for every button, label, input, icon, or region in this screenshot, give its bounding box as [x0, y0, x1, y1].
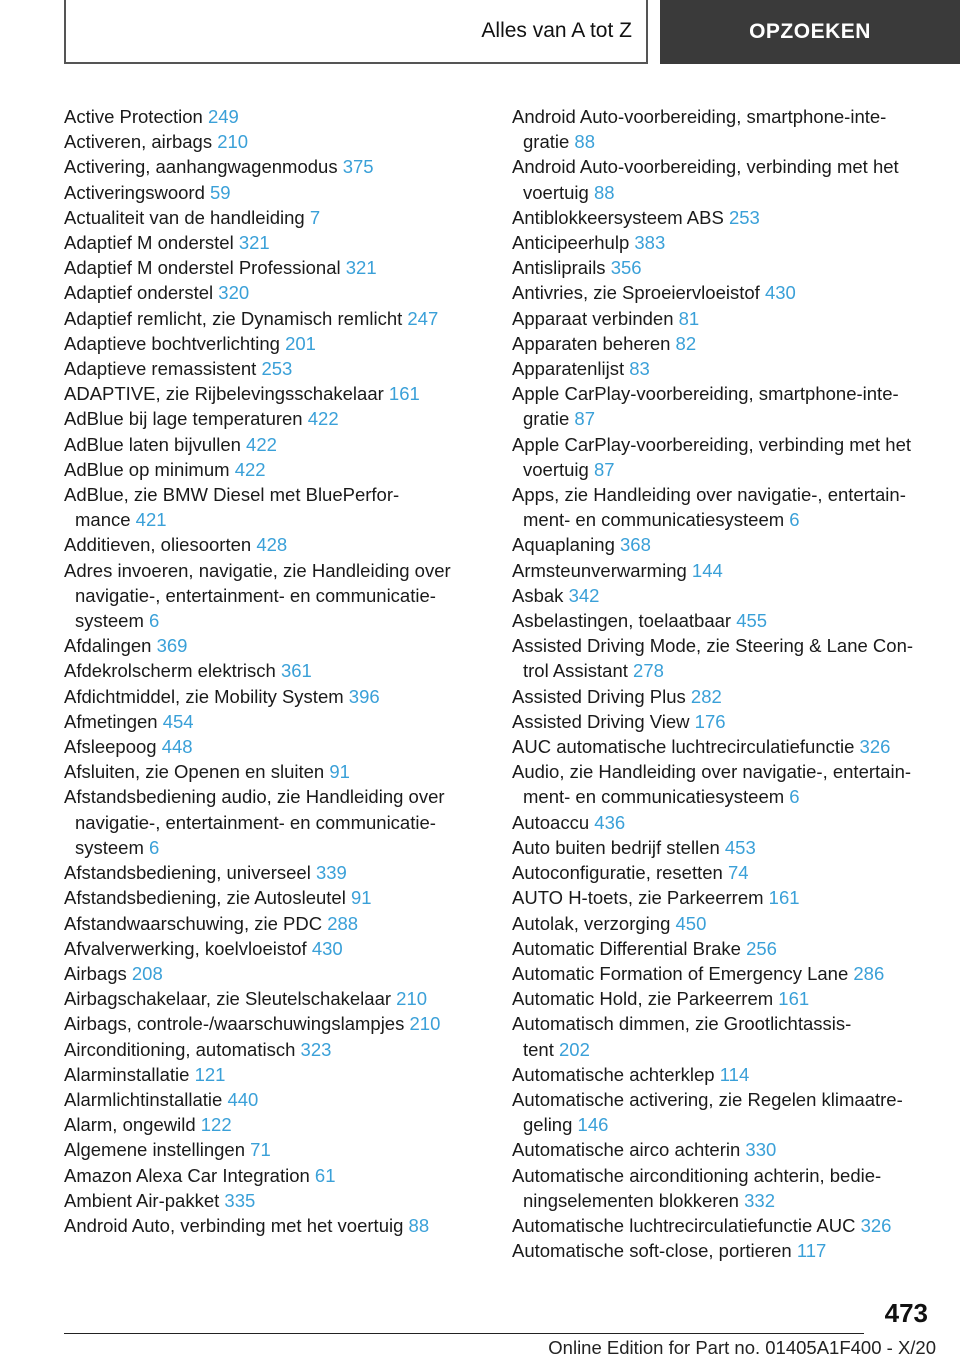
- page-reference-link[interactable]: 396: [348, 685, 380, 707]
- index-term: Automatic Hold, zie Parkeerrem: [512, 988, 774, 1010]
- page-reference-link[interactable]: 383: [634, 232, 666, 254]
- index-term: Ambient Air-pakket: [64, 1189, 220, 1211]
- page-reference-link[interactable]: 253: [728, 206, 760, 228]
- index-entry: [512, 532, 952, 557]
- page-reference-link[interactable]: 117: [796, 1240, 827, 1262]
- page-reference-link[interactable]: 88: [408, 1214, 430, 1236]
- index-term: Adaptieve remassistent: [64, 358, 257, 380]
- index-entry: [64, 129, 484, 154]
- index-term: gratie: [523, 408, 570, 430]
- page-reference-link[interactable]: 247: [407, 307, 439, 329]
- page-reference-link[interactable]: 321: [238, 232, 270, 254]
- page-reference-link[interactable]: 210: [396, 988, 428, 1010]
- index-entry: [64, 961, 484, 986]
- index-term: systeem: [75, 610, 144, 632]
- page-reference-link[interactable]: 122: [200, 1114, 232, 1136]
- index-term: navigatie-, entertainment- en communicatie-: [75, 811, 436, 833]
- index-entry: [512, 1011, 952, 1061]
- index-term: Adaptief M onderstel: [64, 232, 234, 254]
- index-term: Afstandsbediening audio, zie Handleiding over: [64, 786, 445, 808]
- index-term: Automatische luchtrecirculatiefunctie AUC: [512, 1214, 856, 1236]
- index-entry: [64, 885, 484, 910]
- page-reference-link[interactable]: 74: [727, 862, 749, 884]
- page-reference-link[interactable]: 332: [744, 1189, 775, 1211]
- page-reference-link[interactable]: 421: [135, 509, 167, 531]
- page-reference-link[interactable]: 161: [768, 887, 800, 909]
- index-entry: [64, 936, 484, 961]
- page-reference-link[interactable]: 375: [342, 156, 374, 178]
- index-term: Android Auto, verbinding met het voertuig: [64, 1214, 404, 1236]
- index-term: Automatische activering, zie Regelen klimaatre-: [512, 1088, 903, 1110]
- page-reference-link[interactable]: 335: [224, 1189, 256, 1211]
- page-reference-link[interactable]: 430: [764, 282, 796, 304]
- index-entry: [64, 1163, 484, 1188]
- page-reference-link[interactable]: 361: [280, 660, 312, 682]
- page-reference-link[interactable]: 202: [559, 1038, 590, 1060]
- index-entry: [64, 1062, 484, 1087]
- page-reference-link[interactable]: 146: [577, 1114, 609, 1136]
- index-term: Automatische airconditioning achterin, bedie-: [512, 1164, 882, 1186]
- index-entry: [512, 684, 952, 709]
- page-reference-link[interactable]: 453: [724, 836, 756, 858]
- index-term: AdBlue bij lage temperaturen: [64, 408, 303, 430]
- page-reference-link[interactable]: 6: [789, 786, 800, 808]
- index-entry: [64, 406, 484, 431]
- index-term: Assisted Driving Mode, zie Steering & Lane Con-: [512, 635, 914, 657]
- page-reference-link[interactable]: 176: [694, 710, 726, 732]
- index-entry: [64, 784, 484, 860]
- page-reference-link[interactable]: 114: [719, 1063, 750, 1085]
- index-entry: [64, 759, 484, 784]
- page-reference-link[interactable]: 88: [574, 131, 595, 153]
- index-term: Assisted Driving Plus: [512, 685, 686, 707]
- index-entry: [64, 306, 484, 331]
- index-entry: [512, 936, 952, 961]
- index-entry: [512, 1137, 952, 1162]
- index-term: Automatic Formation of Emergency Lane: [512, 962, 849, 984]
- index-entry: [64, 986, 484, 1011]
- page-reference-link[interactable]: 81: [678, 307, 700, 329]
- page-reference-link[interactable]: 323: [300, 1038, 332, 1060]
- page-reference-link[interactable]: 321: [345, 257, 377, 279]
- index-entry: [64, 1213, 484, 1238]
- page-reference-link[interactable]: 210: [409, 1013, 441, 1035]
- page-reference-link[interactable]: 422: [307, 408, 339, 430]
- page-reference-link[interactable]: 455: [736, 610, 768, 632]
- index-entry: [64, 860, 484, 885]
- index-term: gratie: [523, 131, 570, 153]
- index-term: Afstandsbediening, universeel: [64, 862, 311, 884]
- index-term: Autolak, verzorging: [512, 912, 671, 934]
- index-term: ningselementen blokkeren: [523, 1189, 739, 1211]
- index-term: Android Auto-voorbereiding, verbinding met het: [512, 156, 899, 178]
- index-entry: [512, 759, 952, 809]
- index-term: Afstandsbediening, zie Autosleutel: [64, 887, 346, 909]
- index-term: Apparatenlijst: [512, 358, 625, 380]
- index-term: AUTO H-toets, zie Parkeerrem: [512, 887, 764, 909]
- index-term: AdBlue op minimum: [64, 458, 230, 480]
- page-reference-link[interactable]: 7: [309, 206, 321, 228]
- index-term: Apparaten beheren: [512, 332, 671, 354]
- page-reference-link[interactable]: 6: [149, 610, 160, 632]
- index-entry: [512, 961, 952, 986]
- tab-label: OPZOEKEN: [749, 20, 871, 43]
- page-reference-link[interactable]: 288: [327, 912, 359, 934]
- index-entry: [512, 709, 952, 734]
- index-term: Airconditioning, automatisch: [64, 1038, 296, 1060]
- page-reference-link[interactable]: 82: [675, 332, 697, 354]
- index-term: Additieven, oliesoorten: [64, 534, 252, 556]
- page-reference-link[interactable]: 326: [859, 736, 891, 758]
- index-entry: [64, 709, 484, 734]
- index-entry: [64, 532, 484, 557]
- index-entry: [64, 911, 484, 936]
- index-term: navigatie-, entertainment- en communicatie-: [75, 584, 436, 606]
- index-entry: [512, 306, 952, 331]
- page-reference-link[interactable]: 91: [329, 761, 350, 783]
- index-term: Airbags: [64, 962, 127, 984]
- index-entry: [512, 1238, 952, 1263]
- page-reference-link[interactable]: 144: [691, 559, 723, 581]
- page-reference-link[interactable]: 6: [149, 836, 160, 858]
- index-entry: [64, 356, 484, 381]
- index-entry: [512, 558, 952, 583]
- index-term: Antisliprails: [512, 257, 606, 279]
- index-term: Autoconfiguratie, resetten: [512, 862, 723, 884]
- index-entry: [512, 381, 952, 431]
- index-term: Apple CarPlay-voorbereiding, smartphone-inte-: [512, 383, 899, 405]
- index-entry: [512, 104, 952, 154]
- page-reference-link[interactable]: 356: [610, 257, 642, 279]
- index-term: ment- en communicatiesysteem: [523, 786, 785, 808]
- page-reference-link[interactable]: 339: [315, 862, 347, 884]
- page-reference-link[interactable]: 61: [314, 1164, 336, 1186]
- index-term: Aquaplaning: [512, 534, 615, 556]
- index-entry: [64, 1137, 484, 1162]
- page-reference-link[interactable]: 342: [568, 584, 600, 606]
- index-entry: [512, 230, 952, 255]
- index-term: trol Assistant: [523, 660, 628, 682]
- index-term: geling: [523, 1114, 573, 1136]
- index-term: Afdalingen: [64, 635, 152, 657]
- index-term: Alarm, ongewild: [64, 1114, 196, 1136]
- index-entry: [64, 180, 484, 205]
- page-reference-link[interactable]: 83: [629, 358, 650, 380]
- index-entry: [512, 255, 952, 280]
- page-reference-link[interactable]: 210: [217, 131, 249, 153]
- index-term: Apparaat verbinden: [512, 307, 674, 329]
- index-entry: [512, 205, 952, 230]
- page-reference-link[interactable]: 320: [218, 282, 250, 304]
- index-term: Activeren, airbags: [64, 131, 213, 153]
- index-term: Active Protection: [64, 106, 203, 127]
- page-reference-link[interactable]: 286: [853, 962, 885, 984]
- index-term: Amazon Alexa Car Integration: [64, 1164, 310, 1186]
- index-term: Afmetingen: [64, 710, 158, 732]
- index-term: systeem: [75, 836, 144, 858]
- page-reference-link[interactable]: 448: [161, 736, 193, 758]
- page-reference-link[interactable]: 422: [246, 433, 277, 455]
- page-reference-link[interactable]: 161: [388, 383, 420, 405]
- page-reference-link[interactable]: 87: [593, 458, 615, 480]
- index-entry: [512, 154, 952, 204]
- index-entry: [64, 104, 484, 129]
- page-reference-link[interactable]: 454: [162, 710, 194, 732]
- index-entry: [64, 280, 484, 305]
- index-term: AdBlue, zie BMW Diesel met BluePerfor-: [64, 484, 400, 506]
- page-reference-link[interactable]: 330: [745, 1139, 777, 1161]
- index-column-right: [512, 104, 952, 1263]
- index-entry: [512, 432, 952, 482]
- index-entry: [512, 1163, 952, 1213]
- index-entry: [64, 381, 484, 406]
- page-number: 473: [884, 1298, 928, 1328]
- index-term: Automatische achterklep: [512, 1063, 715, 1085]
- index-column-left: [64, 104, 484, 1238]
- page-reference-link[interactable]: 428: [256, 534, 288, 556]
- page-reference-link[interactable]: 278: [633, 660, 664, 682]
- page-reference-link[interactable]: 368: [620, 534, 651, 556]
- index-term: Antiblokkeersysteem ABS: [512, 206, 724, 228]
- index-term: Armsteunverwarming: [512, 559, 687, 581]
- index-entry: [512, 633, 952, 683]
- index-entry: [512, 986, 952, 1011]
- index-term: AdBlue laten bijvullen: [64, 433, 241, 455]
- index-term: Afdekrolscherm elektrisch: [64, 660, 276, 682]
- index-entry: [64, 1087, 484, 1112]
- index-term: Adaptief onderstel: [64, 282, 214, 304]
- index-entry: [64, 1112, 484, 1137]
- index-entry: [64, 1037, 484, 1062]
- index-entry: [64, 255, 484, 280]
- index-entry: [64, 1011, 484, 1036]
- index-term: Algemene instellingen: [64, 1139, 246, 1161]
- index-entry: [64, 432, 484, 457]
- page-reference-link[interactable]: 59: [210, 181, 231, 203]
- index-entry: [512, 1213, 952, 1238]
- index-term: Antivries, zie Sproeiervloeistof: [512, 282, 760, 304]
- index-term: Asbelastingen, toelaatbaar: [512, 610, 732, 632]
- index-term: Afsluiten, zie Openen en sluiten: [64, 761, 325, 783]
- page-reference-link[interactable]: 440: [227, 1088, 259, 1110]
- index-term: Automatische soft-close, portieren: [512, 1240, 792, 1262]
- index-term: Alarminstallatie: [64, 1063, 190, 1085]
- index-entry: [512, 1087, 952, 1137]
- page-reference-link[interactable]: 121: [194, 1063, 226, 1085]
- index-term: Activeringswoord: [64, 181, 205, 203]
- index-term: tent: [523, 1038, 554, 1060]
- index-entry: [64, 331, 484, 356]
- index-entry: [512, 1062, 952, 1087]
- page-reference-link[interactable]: 161: [778, 988, 810, 1010]
- index-term: Automatic Differential Brake: [512, 937, 741, 959]
- page-reference-link[interactable]: 430: [311, 937, 343, 959]
- page-reference-link[interactable]: 208: [131, 962, 163, 984]
- page-reference-link[interactable]: 249: [207, 106, 239, 127]
- index-entry: [512, 583, 952, 608]
- index-term: Automatisch dimmen, zie Grootlichtassis-: [512, 1013, 852, 1035]
- page-reference-link[interactable]: 253: [261, 358, 293, 380]
- index-term: Activering, aanhangwagenmodus: [64, 156, 338, 178]
- index-entry: [512, 810, 952, 835]
- page-reference-link[interactable]: 88: [593, 181, 615, 203]
- page-reference-link[interactable]: 91: [350, 887, 372, 909]
- index-term: mance: [75, 509, 131, 531]
- page-reference-link[interactable]: 326: [860, 1214, 892, 1236]
- index-entry: [64, 734, 484, 759]
- page-reference-link[interactable]: 450: [675, 912, 707, 934]
- index-term: voertuig: [523, 458, 589, 480]
- index-entry: [64, 154, 484, 179]
- index-entry: [512, 280, 952, 305]
- index-term: Asbak: [512, 584, 564, 606]
- index-term: AUC automatische luchtrecirculatiefunctie: [512, 736, 855, 758]
- section-title: Alles van A tot Z: [481, 19, 632, 42]
- index-term: Alarmlichtinstallatie: [64, 1088, 223, 1110]
- index-term: Android Auto-voorbereiding, smartphone-inte-: [512, 106, 887, 127]
- page-reference-link[interactable]: 71: [250, 1139, 271, 1161]
- index-entry: [64, 482, 484, 532]
- page-reference-link[interactable]: 6: [789, 509, 800, 531]
- index-term: Afdichtmiddel, zie Mobility System: [64, 685, 344, 707]
- index-term: Assisted Driving View: [512, 710, 690, 732]
- page-reference-link[interactable]: 369: [156, 635, 188, 657]
- footer-divider: [64, 1333, 864, 1334]
- footer-edition: Online Edition for Part no. 01405A1F400 - X/20: [548, 1337, 936, 1358]
- index-entry: [64, 658, 484, 683]
- index-term: Auto buiten bedrijf stellen: [512, 836, 720, 858]
- page-reference-link[interactable]: 422: [234, 458, 266, 480]
- index-term: Adres invoeren, navigatie, zie Handleiding over: [64, 559, 451, 581]
- index-term: Autoaccu: [512, 811, 590, 833]
- index-term: Afvalverwerking, koelvloeistof: [64, 937, 307, 959]
- index-entry: [64, 457, 484, 482]
- page-reference-link[interactable]: 436: [594, 811, 626, 833]
- index-term: Adaptieve bochtverlichting: [64, 332, 280, 354]
- page-reference-link[interactable]: 282: [690, 685, 722, 707]
- index-entry: [512, 835, 952, 860]
- index-term: Adaptief M onderstel Professional: [64, 257, 341, 279]
- index-term: voertuig: [523, 181, 589, 203]
- index-term: Anticipeerhulp: [512, 232, 630, 254]
- index-term: Afsleepoog: [64, 736, 157, 758]
- index-entry: [512, 734, 952, 759]
- index-entry: [64, 1188, 484, 1213]
- index-term: Apple CarPlay-voorbereiding, verbinding met het: [512, 433, 911, 455]
- index-term: Automatische airco achterin: [512, 1139, 741, 1161]
- index-entry: [64, 684, 484, 709]
- index-entry: [64, 558, 484, 634]
- tab-opzoeken[interactable]: [660, 0, 960, 64]
- index-term: Apps, zie Handleiding over navigatie-, entertain-: [512, 484, 906, 506]
- page-reference-link[interactable]: 87: [574, 408, 595, 430]
- index-entry: [64, 633, 484, 658]
- index-term: ADAPTIVE, zie Rijbelevingsschakelaar: [64, 383, 384, 405]
- index-term: Airbagschakelaar, zie Sleutelschakelaar: [64, 988, 392, 1010]
- index-entry: [512, 356, 952, 381]
- index-entry: [64, 205, 484, 230]
- index-entry: [512, 860, 952, 885]
- page-reference-link[interactable]: 201: [285, 332, 316, 354]
- index-term: Audio, zie Handleiding over navigatie-, entertain-: [512, 761, 912, 783]
- index-term: ment- en communicatiesysteem: [523, 509, 785, 531]
- index-entry: [512, 885, 952, 910]
- page-reference-link[interactable]: 256: [746, 937, 777, 959]
- section-header: [64, 0, 648, 64]
- index-entry: [64, 230, 484, 255]
- index-term: Actualiteit van de handleiding: [64, 206, 305, 228]
- index-entry: [512, 482, 952, 532]
- index-entry: [512, 608, 952, 633]
- index-entry: [512, 331, 952, 356]
- index-term: Airbags, controle-/waarschuwingslampjes: [64, 1013, 405, 1035]
- index-term: Afstandwaarschuwing, zie PDC: [64, 912, 323, 934]
- index-term: Adaptief remlicht, zie Dynamisch remlicht: [64, 307, 403, 329]
- index-entry: [512, 911, 952, 936]
